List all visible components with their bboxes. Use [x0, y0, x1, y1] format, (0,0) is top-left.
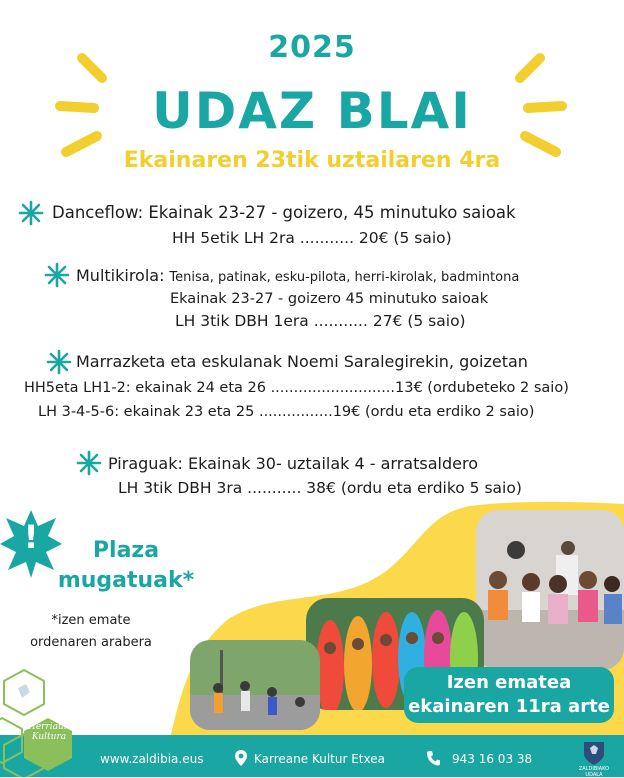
burst-star-icon	[44, 262, 70, 288]
activity-multikirola-title	[76, 268, 519, 285]
activity-multikirola-price: LH 3tik DBH 1era ........... 27€ (5 saio)	[175, 312, 466, 330]
burst-star-icon	[46, 349, 72, 375]
hexagon-logo-text: Herriauitzen Kultura	[28, 722, 87, 742]
phone-number[interactable]: 943 16 03 38	[452, 752, 533, 766]
registration-deadline-line-1: Izen ematea	[446, 672, 572, 693]
activity-multikirola-name: Multikirola:	[76, 266, 165, 285]
activity-multikirola-sports: Tenisa, patinak, esku-pilota, herri-kirolak, badmintona	[169, 270, 520, 285]
town-hall-crest-icon	[582, 740, 606, 766]
dance-photo	[476, 510, 624, 670]
event-dates: Ekainaren 23tik uztailaren 4ra	[123, 148, 501, 173]
activity-piraguak-title: Piraguak: Ekainak 30- uztailak 4 - arratsaldero	[108, 454, 478, 473]
activity-marrazketa-price-2: LH 3-4-5-6: ekainak 23 eta 25 ................19€ (ordu eta erdiko 2 saio)	[38, 404, 535, 420]
limited-places-line-1: Plaza	[92, 538, 160, 563]
website-link[interactable]: www.zaldibia.eus	[100, 752, 204, 766]
location-pin-icon	[234, 749, 248, 767]
event-year: 2025	[268, 30, 356, 65]
registration-deadline-box	[404, 667, 614, 723]
event-title: UDAZ BLAI	[152, 82, 472, 140]
activity-piraguak-price: LH 3tik DBH 3ra ........... 38€ (ordu eta erdiko 5 saio)	[118, 479, 522, 497]
phone-icon	[426, 750, 440, 766]
exclamation-mark: !	[23, 518, 39, 556]
outdoor-sports-photo	[190, 640, 320, 730]
activity-marrazketa-price-1: HH5eta LH1-2: ekainak 24 eta 26 ...........................13€ (ordubeteko 2 saio)	[24, 380, 569, 396]
activity-multikirola-dates: Ekainak 23-27 - goizero 45 minutuko saioak	[170, 291, 489, 307]
note-line-1: *izen emate	[51, 613, 131, 628]
limited-places-line-2: mugatuak*	[57, 568, 195, 593]
location-text: Karreane Kultur Etxea	[254, 752, 385, 766]
activity-marrazketa-title: Marrazketa eta eskulanak Noemi Saralegirekin, goizetan	[76, 352, 528, 371]
town-hall-label: ZALDIBIAKO UDALA	[578, 766, 610, 778]
note-line-2: ordenaren arabera	[30, 635, 152, 650]
registration-order-note	[6, 610, 176, 654]
burst-star-icon	[76, 450, 102, 476]
limited-places-heading	[46, 536, 206, 596]
registration-deadline-line-2: ekainaren 11ra arte	[408, 696, 610, 717]
activity-danceflow-title: Danceflow: Ekainak 23-27 - goizero, 45 minutuko saioak	[52, 203, 516, 222]
activity-danceflow-price: HH 5etik LH 2ra ........... 20€ (5 saio)	[172, 229, 452, 247]
burst-star-icon	[18, 200, 44, 226]
